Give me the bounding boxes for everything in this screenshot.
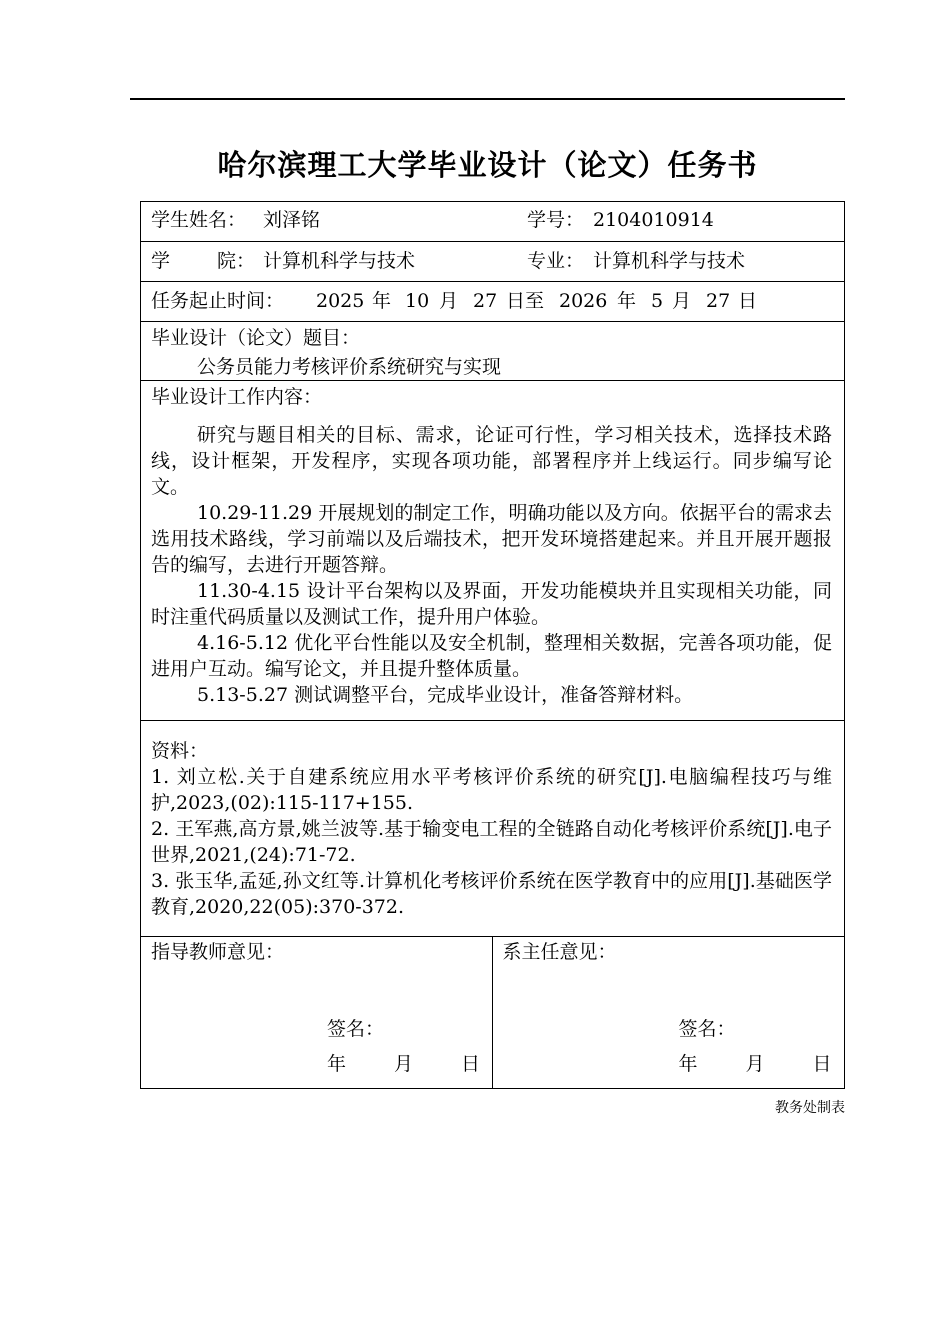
end-day-unit: 日 bbox=[738, 290, 758, 312]
to-unit: 日至 bbox=[506, 290, 545, 312]
student-name-label: 学生姓名： bbox=[151, 209, 247, 231]
student-name: 刘泽铭 bbox=[263, 209, 321, 231]
student-id: 2104010914 bbox=[593, 209, 714, 231]
end-month: 5 bbox=[651, 290, 664, 312]
references-row bbox=[141, 720, 844, 936]
student-id-label: 学号： bbox=[527, 209, 585, 231]
task-form bbox=[140, 201, 845, 1089]
start-day: 27 bbox=[473, 290, 498, 312]
head-year-label: 年 bbox=[678, 1053, 698, 1075]
top-rule bbox=[130, 98, 845, 100]
topic-value: 公务员能力考核评价系统研究与实现 bbox=[197, 356, 502, 378]
college-label-a: 学 bbox=[151, 250, 171, 272]
end-year: 2026 bbox=[559, 290, 608, 312]
end-day: 27 bbox=[706, 290, 731, 312]
document-title: 哈尔滨理工大学毕业设计（论文）任务书 bbox=[217, 148, 758, 182]
advisor-year-label: 年 bbox=[327, 1053, 347, 1075]
head-month-label: 月 bbox=[745, 1053, 765, 1075]
end-year-unit: 年 bbox=[617, 290, 637, 312]
work-content-row bbox=[141, 380, 844, 720]
college-value: 计算机科学与技术 bbox=[263, 250, 416, 272]
major-label: 专业： bbox=[527, 250, 585, 272]
department-head-opinion-cell bbox=[493, 937, 845, 1088]
head-day-label: 日 bbox=[812, 1053, 832, 1075]
references-label: 资料： bbox=[151, 740, 209, 762]
topic-row bbox=[141, 321, 844, 380]
work-paragraph: 10.29-11.29 开展规划的制定工作，明确功能以及方向。依据平台的需求去选用技术路线，学习前端以及后端技术，把开发环境搭建起来。并且开展开题报告的编写，去进行开题答辩。 bbox=[151, 502, 832, 576]
start-year-unit: 年 bbox=[372, 290, 392, 312]
period-row bbox=[141, 281, 844, 321]
footer-note: 教务处制表 bbox=[775, 1100, 845, 1116]
student-row bbox=[141, 202, 844, 241]
college-label-b: 院： bbox=[217, 250, 256, 272]
topic-label: 毕业设计（论文）题目： bbox=[151, 327, 361, 349]
college-row bbox=[141, 241, 844, 281]
work-paragraph: 5.13-5.27 测试调整平台，完成毕业设计，准备答辩材料。 bbox=[197, 684, 694, 706]
reference-item: 3. 张玉华,孟延,孙文红等.计算机化考核评价系统在医学教育中的应用[J].基础医学教育,2020,22(05):370-372. bbox=[151, 870, 832, 918]
head-sign-label: 签名： bbox=[678, 1018, 736, 1040]
period-label: 任务起止时间： bbox=[151, 290, 285, 312]
end-month-unit: 月 bbox=[672, 290, 692, 312]
start-month: 10 bbox=[405, 290, 430, 312]
work-paragraph: 4.16-5.12 优化平台性能以及安全机制，整理相关数据，完善各项功能，促进用户互动。编写论文，并且提升整体质量。 bbox=[151, 632, 832, 680]
reference-item: 1. 刘立松.关于自建系统应用水平考核评价系统的研究[J].电脑编程技巧与维护,2023,(02):115-117+155. bbox=[151, 766, 832, 814]
work-label: 毕业设计工作内容： bbox=[151, 386, 323, 408]
work-paragraph: 研究与题目相关的目标、需求，论证可行性，学习相关技术，选择技术路线，设计框架，开发程序，实现各项功能，部署程序并上线运行。同步编写论文。 bbox=[151, 424, 832, 498]
advisor-day-label: 日 bbox=[461, 1053, 481, 1075]
start-month-unit: 月 bbox=[439, 290, 459, 312]
advisor-opinion-label: 指导教师意见： bbox=[151, 941, 285, 963]
work-paragraph: 11.30-4.15 设计平台架构以及界面，开发功能模块并且实现相关功能，同时注重代码质量以及测试工作，提升用户体验。 bbox=[151, 580, 832, 628]
major-value: 计算机科学与技术 bbox=[593, 250, 746, 272]
opinions-row bbox=[141, 936, 844, 1088]
department-head-opinion-label: 系主任意见： bbox=[502, 941, 617, 963]
reference-item: 2. 王军燕,高方景,姚兰波等.基于输变电工程的全链路自动化考核评价系统[J].电子世界,2021,(24):71-72. bbox=[151, 818, 832, 866]
advisor-sign-label: 签名： bbox=[327, 1018, 385, 1040]
advisor-opinion-cell bbox=[141, 937, 493, 1088]
start-year: 2025 bbox=[316, 290, 365, 312]
advisor-month-label: 月 bbox=[394, 1053, 414, 1075]
